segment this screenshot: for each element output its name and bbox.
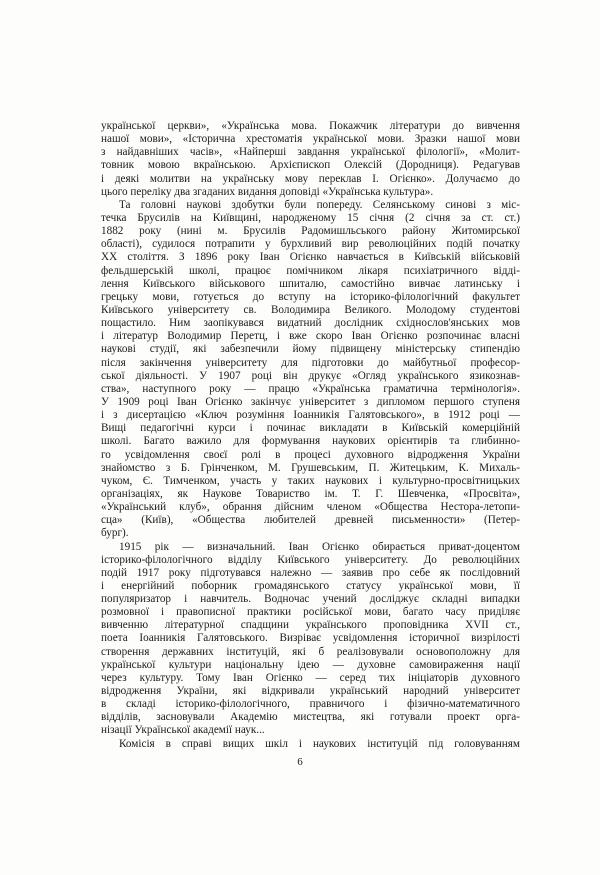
- text-line: нізації Української академії наук...: [101, 724, 265, 737]
- text-line: і з дисертацією «Ключ розуміння Іоанникія Галятовського», в 1912 році —: [101, 409, 520, 422]
- text-line: школі. Багато важило для формування наукових орієнтирів та глибинно-: [101, 435, 520, 448]
- text-line: пощастило. Ним заопікувався видатний дослідник східнослов'янських мов: [101, 317, 520, 330]
- text-line: відродження України, які відкривали український народний університет: [101, 685, 520, 698]
- body-text: [101, 120, 520, 751]
- text-line: і енергійний поборник громадянського статусу української мови, її: [101, 579, 520, 592]
- text-line: чуком, Є. Тимченком, участь у таких наукових і культурно-просвітницьких: [101, 474, 520, 487]
- text-line: відділів, засновували Академію мистецтва, які готували проект орга-: [101, 711, 520, 724]
- text-line: товник мовою вкраїнською. Архієпископ Олексій (Дородниця). Редагував: [101, 159, 520, 172]
- text-line: цього переліку два згаданих видання доповіді «Українська культура».: [101, 185, 434, 198]
- text-line: з найдавніших часів», «Найперші завдання української філології», «Молит-: [101, 146, 520, 159]
- text-line: Вищі педагогічні курси і починає викладати в Київській комерційній: [101, 422, 520, 435]
- text-line: Київського університету св. Володимира Великого. Молодому студентові: [101, 303, 520, 316]
- text-line: через культуру. Тому Іван Огієнко — серед тих ініціаторів духовного: [101, 671, 520, 684]
- text-line: фельдшерській школі, працює помічником лікаря психіатричного відді-: [101, 264, 520, 277]
- text-line: української культури національну ідею — духовне самовираження нації: [101, 658, 520, 671]
- page-number: 6: [297, 756, 303, 768]
- text-line: створення державних інституцій, які б реалізовували основоположну для: [101, 645, 520, 658]
- text-line: в складі історико-філологічного, правничого і фізично-математичного: [101, 698, 520, 711]
- text-line: популяризатор і навчитель. Водночас учений досліджує складні випадки: [101, 593, 520, 606]
- text-line: «Український клуб», обрання дійсним членом «Общества Нестора-летопи-: [101, 501, 520, 514]
- text-line: організаціях, як Наукове Товариство ім. Т. Г. Шевченка, «Просвіта»,: [101, 487, 520, 500]
- text-line: течка Брусилів на Київщині, народженому 15 січня (2 січня за ст. ст.): [101, 211, 520, 224]
- text-line: XX століття. З 1896 року Іван Огієнко навчається в Київській військовій: [101, 251, 520, 264]
- text-line: вивченню літературної спадщини українського проповідника XVII ст.,: [101, 619, 520, 632]
- text-line: Комісія в справі вищих шкіл і наукових інституцій під головуванням: [119, 737, 520, 750]
- text-line: історико-філологічного відділу Київського університету. До революційних: [101, 553, 520, 566]
- text-line: після закінчення університету для підготовки до майбутньої професор-: [101, 356, 520, 369]
- text-line: го усвідомлення своєї ролі в процесі духовного відродження України: [101, 448, 520, 461]
- text-line: У 1909 році Іван Огієнко закінчує університет з дипломом першого ступеня: [101, 395, 520, 408]
- text-line: і літератур Володимир Перетц, і вже скоро Іван Огієнко розпочинає власні: [101, 330, 520, 343]
- text-line: розмовної і правописної практики російської мови, багато часу приділяє: [101, 606, 520, 619]
- text-line: лення Київського військового шпиталю, самостійно вивчає латинську і: [101, 277, 520, 290]
- text-line: і деякі молитви на українську мову переклав І. Огієнко». Долучаємо до: [101, 172, 520, 185]
- text-line: української церкви», «Українська мова. Покажчик літератури до вивчення: [101, 120, 520, 132]
- text-line: сца» (Київ), «Общества любителей древней письменности» (Петер-: [101, 514, 520, 527]
- text-line: ства», наступного року — працю «Українська граматична термінологія».: [101, 382, 520, 395]
- text-line: області), судилося потрапити у бурхливий вир революційних подій початку: [101, 238, 520, 251]
- text-line: бург).: [101, 527, 129, 540]
- text-line: ської діяльності. У 1907 році він друкує «Огляд українського язикознав-: [101, 369, 520, 382]
- text-line: нашої мови», «Історична хрестоматія української мови. Зразки нашої мови: [101, 133, 520, 146]
- text-line: подій 1917 року підготувався належно — заявив про себе як послідовний: [101, 566, 520, 579]
- text-line: знайомство з Б. Грінченком, М. Грушевським, П. Житецьким, К. Михаль-: [101, 461, 520, 474]
- text-line: поета Іоанникія Галятовського. Визріває усвідомлення історичної визрілості: [101, 632, 520, 645]
- text-line: 1882 року (нині м. Брусилів Радомишльського району Житомирської: [101, 225, 520, 238]
- text-line: наукові студії, які забезпечили йому підвищену міністерську стипендію: [101, 343, 520, 356]
- text-line: Та головні наукові здобутки були попереду. Селянському синові з міс-: [119, 198, 520, 211]
- text-line: грецьку мови, готується до вступу на історико-філологічний факультет: [101, 290, 520, 303]
- text-line: 1915 рік — визначальний. Іван Огієнко обирається приват-доцентом: [119, 540, 520, 553]
